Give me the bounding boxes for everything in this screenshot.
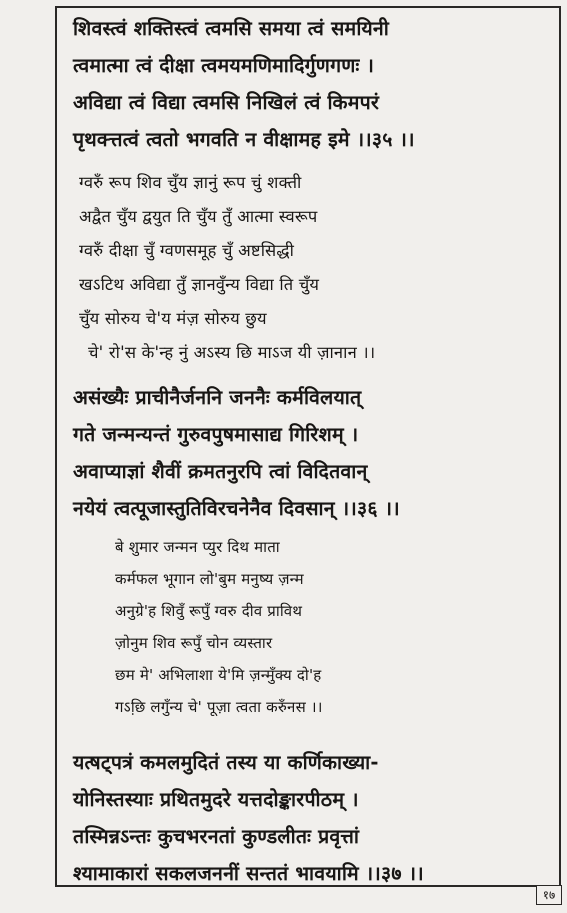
translation-36-line-2: कर्मफल भूगान लो'बुम मनुष्य ज़न्म	[115, 570, 304, 588]
translation-35-line-4: खऽटिथ अविद्या तुँ ज्ञानवुँन्य विद्या ति चुँय	[79, 275, 320, 294]
translation-35-line-1: ग्वरुँ रूप शिव चुँय ज्ञानुं रूप चुं शक्ती	[79, 173, 302, 192]
verse-35-line-1: शिवस्त्वं शक्तिस्त्वं त्वमसि समया त्वं समयिनी	[73, 17, 389, 40]
translation-35-line-2: अद्वैत चुँय द्वयुत ति चुँय तुँ आत्मा स्वरूप	[79, 207, 318, 226]
translation-36-line-4: ज़ोनुम शिव रूपुँ चोन व्यस्तार	[115, 634, 273, 652]
verse-36-line-1: असंख्यैः प्राचीनैर्जननि जननैः कर्मविलयात्	[73, 386, 362, 409]
verse-36-line-2: गते जन्मन्यन्तं गुरुवपुषमासाद्य गिरिशम् ।	[73, 423, 359, 446]
verse-35-line-3: अविद्या त्वं विद्या त्वमसि निखिलं त्वं किमपरं	[73, 91, 380, 114]
translation-36-line-3: अनुग्रे'ह शिवुँ रूपुँ ग्वरु दीव प्राविथ	[115, 602, 303, 620]
verse-37-line-4: श्यामाकारां सकलजननीं सन्ततं भावयामि ।।३७ ।।	[73, 862, 424, 885]
verse-37-line-2: योनिस्तस्याः प्रथितमुदरे यत्तदोङ्कारपीठम् ।	[73, 788, 359, 811]
verse-36-line-4: नयेयं त्वत्पूजास्तुतिविरचनेनैव दिवसान् ।।३६ ।।	[73, 497, 400, 520]
page-number: १७	[536, 885, 562, 905]
verse-36-line-3: अवाप्याज्ञां शैवीं क्रमतनुरपि त्वां विदितवान्	[73, 460, 368, 483]
translation-35-line-5: चुँय सोरुय चे'य मंज़ सोरुय छुय	[79, 309, 267, 328]
verse-35-line-2: त्वमात्मा त्वं दीक्षा त्वमयमणिमादिर्गुणगणः ।	[73, 54, 375, 77]
verse-37-line-3: तस्मिन्नऽन्तः कुचभरनतां कुण्डलीतः प्रवृत्तां	[73, 825, 360, 848]
verse-37-line-1: यत्षट्पत्रं कमलमुदितं तस्य या कर्णिकाख्या-	[73, 751, 379, 774]
translation-36-line-6: गऽछि़ लगुँन्य चे' पूज़ा त्वता करुँनस ।।	[115, 698, 323, 716]
verse-35-line-4: पृथक्त्तत्वं त्वतो भगवति न वीक्षामह इमे ।।३५ ।।	[73, 128, 415, 151]
translation-36-line-1: बे शुमार जन्मन प्युर दिथ माता	[115, 538, 280, 556]
translation-35-line-6: चे' रो'स के'न्ह नुं अऽस्य छि माऽज यी ज़ानान ।।	[88, 343, 376, 362]
translation-36-line-5: छम मे' अभिलाशा ये'मि ज़न्मुँक्य दो'ह	[115, 666, 322, 684]
translation-35-line-3: ग्वरुँ दीक्षा चुँ ग्वणसमूह चुँ अष्टसिद्धी	[79, 241, 295, 260]
